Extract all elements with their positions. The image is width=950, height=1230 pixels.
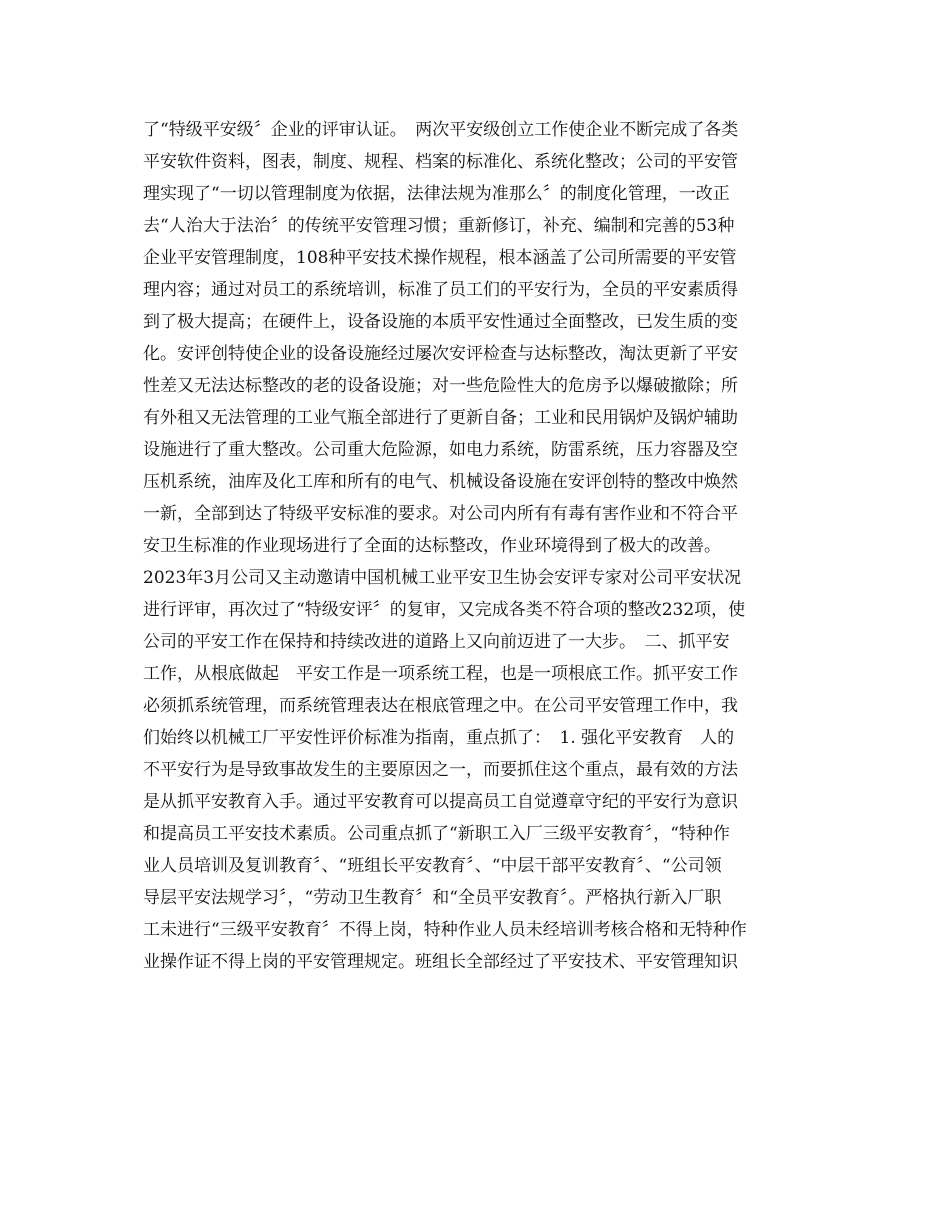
text-line: 进行评审，再次过了“特级安评〞的复审，又完成各类不符合项的整改232项，使 bbox=[143, 600, 746, 620]
text-line: 公司的平安工作在保持和持续改进的道路上又向前迈进了一大步。 二、抓平安 bbox=[143, 632, 730, 652]
text-line: 一新，全部到达了特级平安标准的要求。对公司内所有有毒有害作业和不符合平 bbox=[143, 504, 738, 524]
text-line: 理内容；通过对员工的系统培训，标准了员工们的平安行为，全员的平安素质得 bbox=[143, 280, 738, 300]
text-line: 化。安评创特使企业的设备设施经过屡次安评检查与达标整改，淘汰更新了平安 bbox=[143, 344, 738, 364]
text-line: 设施进行了重大整改。公司重大危险源，如电力系统，防雷系统，压力容器及空 bbox=[143, 440, 738, 460]
text-line: 导层平安法规学习〞，“劳动卫生教育〞和“全员平安教育〞。严格执行新入厂职 bbox=[143, 888, 722, 908]
text-line: 是从抓平安教育入手。通过平安教育可以提高员工自觉遵章守纪的平安行为意识 bbox=[143, 792, 738, 812]
text-line: 到了极大提高；在硬件上，设备设施的本质平安性通过全面整改，已发生质的变 bbox=[143, 312, 738, 332]
text-line: 2023年3月公司又主动邀请中国机械工业平安卫生协会安评专家对公司平安状况 bbox=[143, 568, 742, 588]
text-line: 去“人治大于法治〞的传统平安管理习惯；重新修订，补充、编制和完善的53种 bbox=[143, 216, 735, 236]
text-line: 和提高员工平安技术素质。公司重点抓了“新职工入厂三级平安教育〞，“特种作 bbox=[143, 824, 730, 844]
text-line: 们始终以机械工厂平安性评价标准为指南，重点抓了： 1. 强化平安教育 人的 bbox=[143, 728, 735, 748]
text-line: 业人员培训及复训教育〞、“班组长平安教育〞、“中层干部平安教育〞、“公司领 bbox=[143, 856, 722, 876]
body-text bbox=[143, 114, 813, 978]
text-line: 企业平安管理制度，108种平安技术操作规程，根本涵盖了公司所需要的平安管 bbox=[143, 248, 737, 268]
text-line: 工作，从根底做起 平安工作是一项系统工程，也是一项根底工作。抓平安工作 bbox=[143, 664, 738, 684]
text-line: 不平安行为是导致事故发生的主要原因之一，而要抓住这个重点，最有效的方法 bbox=[143, 760, 738, 780]
text-line: 有外租又无法管理的工业气瓶全部进行了更新自备；工业和民用锅炉及锅炉辅助 bbox=[143, 408, 738, 428]
text-line: 了“特级平安级〞企业的评审认证。 两次平安级创立工作使企业不断完成了各类 bbox=[143, 120, 739, 140]
text-line: 压机系统，油库及化工库和所有的电气、机械设备设施在安评创特的整改中焕然 bbox=[143, 472, 738, 492]
text-line: 理实现了“一切以管理制度为依据，法律法规为准那么〞的制度化管理，一改正 bbox=[143, 184, 730, 204]
text-line: 安卫生标准的作业现场进行了全面的达标整改，作业环境得到了极大的改善。 bbox=[143, 536, 721, 556]
text-line: 性差又无法达标整改的老的设备设施；对一些危险性大的危房予以爆破撤除；所 bbox=[143, 376, 738, 396]
text-line: 平安软件资料，图表，制度、规程、档案的标准化、系统化整改；公司的平安管 bbox=[143, 152, 738, 172]
text-line: 必须抓系统管理，而系统管理表达在根底管理之中。在公司平安管理工作中，我 bbox=[143, 696, 738, 716]
text-line: 业操作证不得上岗的平安管理规定。班组长全部经过了平安技术、平安管理知识 bbox=[143, 952, 738, 972]
text-line: 工未进行“三级平安教育〞不得上岗，特种作业人员未经培训考核合格和无特种作 bbox=[143, 920, 747, 940]
